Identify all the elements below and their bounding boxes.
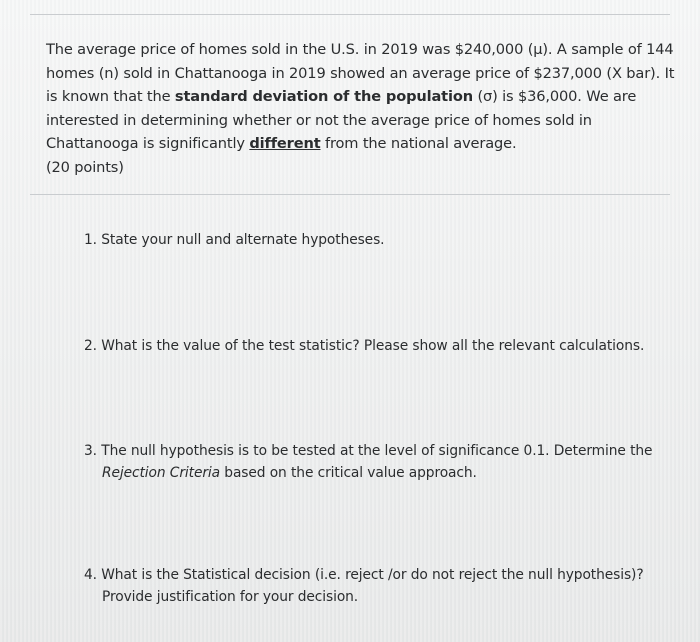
intro-line-1: The average price of homes sold in the U.S. in 2019 was $240,000 (μ). A sample of 144 (46, 41, 674, 58)
question-1-text: 1. State your null and alternate hypotheses. (84, 232, 385, 248)
question-3 (84, 440, 652, 484)
intro-line-5 (46, 132, 666, 156)
intro-line-5-bold: different (249, 135, 321, 152)
intro-line-2: homes (n) sold in Chattanooga in 2019 showed an average price of $237,000 (X bar). It (46, 64, 675, 82)
intro-line-3-pre: is known that the (46, 88, 175, 105)
problem-statement (46, 38, 675, 179)
intro-line-5-pre: Chattanooga is significantly (46, 135, 250, 152)
question-4-line-2: Provide justification for your decision. (102, 589, 359, 605)
top-divider (30, 14, 670, 15)
question-4-line-1: 4. What is the Statistical decision (i.e. reject /or do not reject the null hypothesis)? (84, 567, 644, 583)
intro-line-3-bold: standard deviation of the population (174, 88, 473, 105)
intro-line-5-post: from the national average. (320, 135, 517, 152)
question-4 (84, 564, 644, 608)
intro-line-4: interested in determining whether or not the average price of homes sold in (46, 111, 592, 129)
section-divider (30, 194, 670, 195)
points-label: (20 points) (46, 158, 124, 176)
question-2-text: 2. What is the value of the test statistic? Please show all the relevant calculations. (84, 338, 645, 354)
question-3-line-2 (84, 462, 652, 484)
question-2 (84, 335, 644, 357)
intro-line-3-post: (σ) is $36,000. We are (472, 88, 637, 105)
question-3-italic: Rejection Criteria (102, 465, 220, 481)
question-1 (84, 229, 384, 251)
question-3-line-1: 3. The null hypothesis is to be tested at the level of significance 0.1. Determine the (84, 443, 653, 459)
question-3-line-2-post: based on the critical value approach. (220, 465, 477, 481)
intro-line-3 (46, 85, 666, 109)
